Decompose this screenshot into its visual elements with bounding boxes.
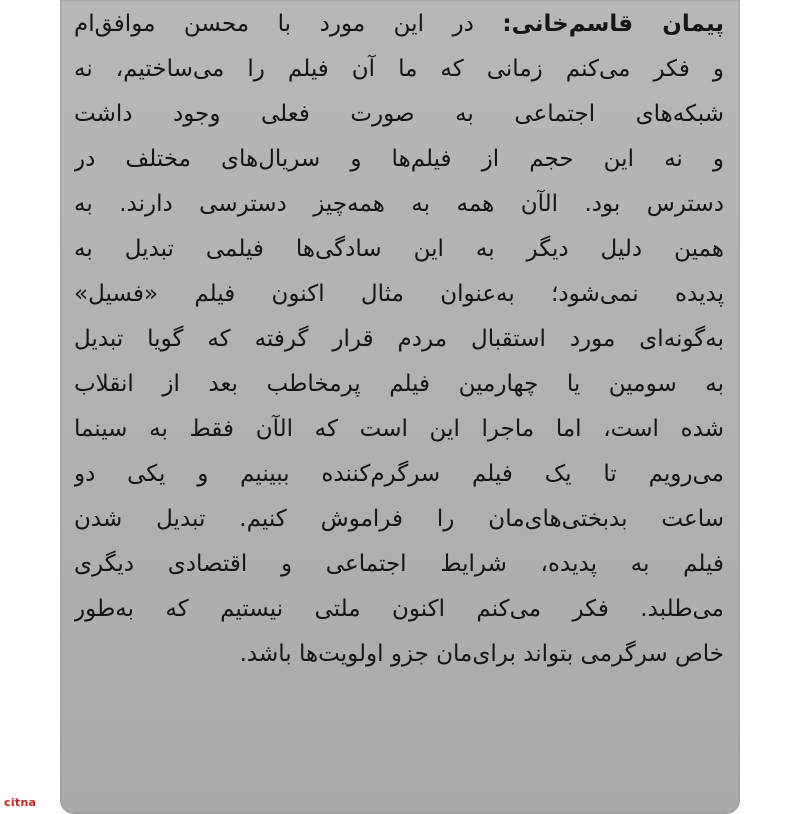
- text-line-10: شده است، اما ماجرا این است که الآن فقط به سینما: [74, 416, 724, 442]
- text-line-14: می‌طلبد. فکر می‌کنم اکنون ملتی نیستیم که به‌طور: [74, 596, 724, 622]
- text-line-5: دسترس بود. الآن همه به همه‌چیز دسترسی دارند. به: [74, 191, 724, 217]
- first-line-text: در این مورد با محسن موافق‌ام: [74, 11, 503, 37]
- text-line-13: فیلم به پدیده، شرایط اجتماعی و اقتصادی دیگری: [74, 551, 724, 577]
- text-line-9: به سومین یا چهارمین فیلم پرمخاطب بعد از انقلاب: [74, 371, 724, 397]
- text-line-4: و نه این حجم از فیلم‌ها و سریال‌های مختلف در: [74, 146, 724, 172]
- text-line-15: خاص سرگرمی بتواند برای‌مان جزو اولویت‌ها باشد.: [239, 641, 724, 667]
- citna-watermark-logo: citna: [4, 796, 37, 809]
- text-line-1: [74, 2, 724, 47]
- text-line-12: ساعت بدبختی‌های‌مان را فراموش کنیم. تبدیل شدن: [74, 506, 724, 532]
- text-line-11: می‌رویم تا یک فیلم سرگرم‌کننده ببینیم و یکی دو: [74, 461, 724, 487]
- article-paragraph: [74, 2, 724, 677]
- text-line-2: و فکر می‌کنم زمانی که ما آن فیلم را می‌ساختیم، نه: [74, 56, 724, 82]
- book-page: [60, 0, 740, 814]
- text-line-6: همین دلیل دیگر به این سادگی‌ها فیلمی تبدیل به: [74, 236, 724, 262]
- text-line-3: شبکه‌های اجتماعی به صورت فعلی وجود داشت: [74, 101, 724, 127]
- text-line-7: پدیده نمی‌شود؛ به‌عنوان مثال اکنون فیلم «فسیل»: [74, 281, 724, 307]
- text-line-8: به‌گونه‌ای مورد استقبال مردم قرار گرفته که گویا تبدیل: [74, 326, 724, 352]
- speaker-name: پیمان قاسم‌خانی:: [502, 11, 724, 37]
